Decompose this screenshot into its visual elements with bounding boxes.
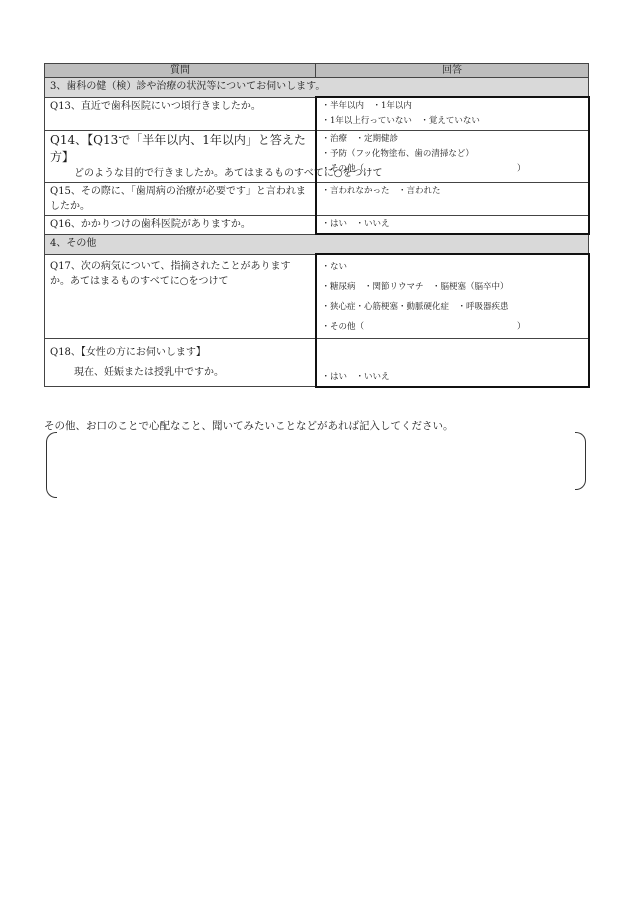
free-comment-area[interactable] <box>44 432 588 498</box>
header-question: 質問 <box>45 64 316 78</box>
q14-option-3[interactable]: ・その他（ ） <box>321 164 526 174</box>
free-comment-instruction: その他、お口のことで心配なこと、聞いてみたいことなどがあれば記入してください。 <box>44 420 454 432</box>
q13-option-2[interactable]: ・1年以上行っていない ・覚えていない <box>321 116 480 126</box>
left-bracket <box>46 432 57 498</box>
section-4-title: 4、その他 <box>45 234 589 254</box>
q18-option[interactable]: ・はい ・いいえ <box>321 371 390 382</box>
q14-answer[interactable] <box>316 131 589 183</box>
header-answer: 回答 <box>316 64 589 78</box>
q15-answer[interactable] <box>316 183 589 216</box>
q14-text: Q14、【Q13で「半年以内、1年以内」と答えた方】 <box>50 133 306 164</box>
q16-option[interactable]: ・はい ・いいえ <box>321 219 390 229</box>
q13-question: Q13、直近で歯科医院にいつ頃行きましたか。 <box>45 97 316 131</box>
q18-question <box>45 339 316 387</box>
q16-question: Q16、かかりつけの歯科医院がありますか。 <box>45 216 316 235</box>
questionnaire-table <box>44 63 590 388</box>
q14-sub: どのような目的で行きましたか。あてはまるものすべてに○をつけて <box>74 168 383 179</box>
right-bracket <box>575 432 586 490</box>
q17-question: Q17、次の病気について、指摘されたことがありますか。あてはまるものすべてに○をつけて <box>45 254 316 339</box>
q17-answer[interactable] <box>316 254 589 339</box>
q13-answer[interactable] <box>316 97 589 131</box>
q17-option-1[interactable]: ・ない <box>321 262 348 272</box>
q14-option-1[interactable]: ・治療 ・定期健診 <box>321 134 399 144</box>
q17-option-3[interactable]: ・狭心症・心筋梗塞・動脈硬化症 ・呼吸器疾患 <box>321 302 509 312</box>
q13-option-1[interactable]: ・半年以内 ・1年以内 <box>321 101 412 111</box>
q18-text: Q18、【女性の方にお伺いします】 <box>50 347 206 358</box>
section-3-title: 3、歯科の健（検）診や治療の状況等についてお伺いします。 <box>45 78 589 98</box>
q17-option-2[interactable]: ・糖尿病 ・関節リウマチ ・脳梗塞（脳卒中） <box>321 282 509 292</box>
q15-question: Q15、その際に、「歯周病の治療が必要です」と言われましたか。 <box>45 183 316 216</box>
q15-option[interactable]: ・言われなかった ・言われた <box>321 186 441 196</box>
q16-answer[interactable] <box>316 216 589 235</box>
q14-option-2[interactable]: ・予防（フッ化物塗布、歯の清掃など） <box>321 149 474 159</box>
q18-sub: 現在、妊娠または授乳中ですか。 <box>74 367 224 378</box>
q18-answer[interactable] <box>316 339 589 387</box>
q17-option-4[interactable]: ・その他（ ） <box>321 322 526 332</box>
